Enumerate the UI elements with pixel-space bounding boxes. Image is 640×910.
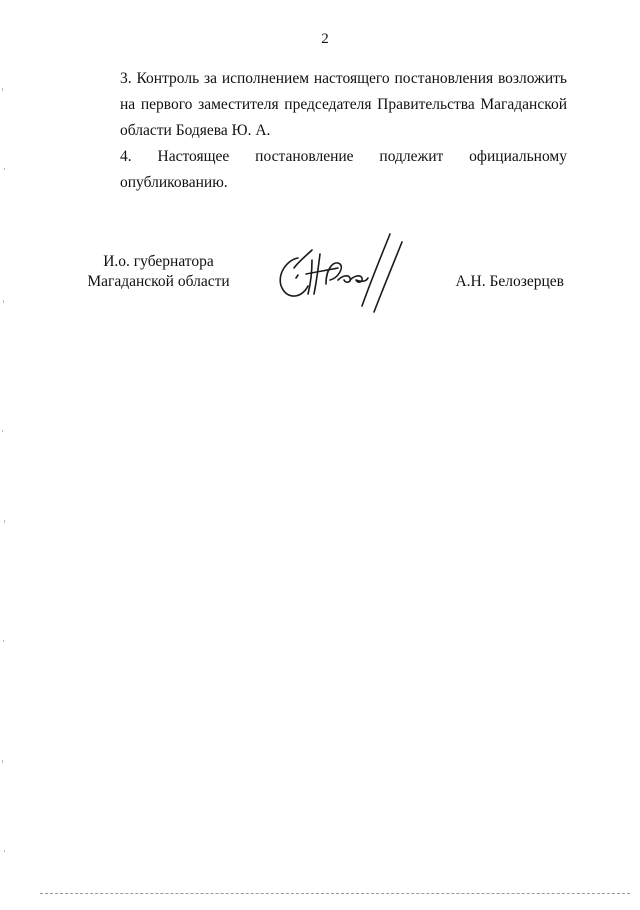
scan-edge-marks — [0, 0, 12, 905]
paragraph-3 — [87, 66, 567, 144]
page-number: 2 — [321, 31, 329, 47]
position-title-line2: Магаданской области — [87, 273, 230, 290]
paragraph-line: области Бодяева Ю. А. — [120, 122, 271, 139]
paragraph-line: 4. Настоящее постановление подлежит официальному — [120, 148, 567, 165]
paragraph-4 — [87, 144, 567, 196]
signatory-position — [87, 252, 230, 292]
handwritten-signature-icon — [268, 228, 418, 318]
document-body — [87, 66, 567, 196]
paragraph-line: на первого заместителя председателя Правительства Магаданской — [120, 96, 567, 113]
signatory-name: А.Н. Белозерцев — [455, 273, 564, 290]
paragraph-line: опубликованию. — [120, 174, 228, 191]
bottom-scan-line — [40, 893, 630, 894]
position-title-line1: И.о. губернатора — [103, 253, 214, 270]
paragraph-line: 3. Контроль за исполнением настоящего постановления возложить — [120, 70, 567, 87]
